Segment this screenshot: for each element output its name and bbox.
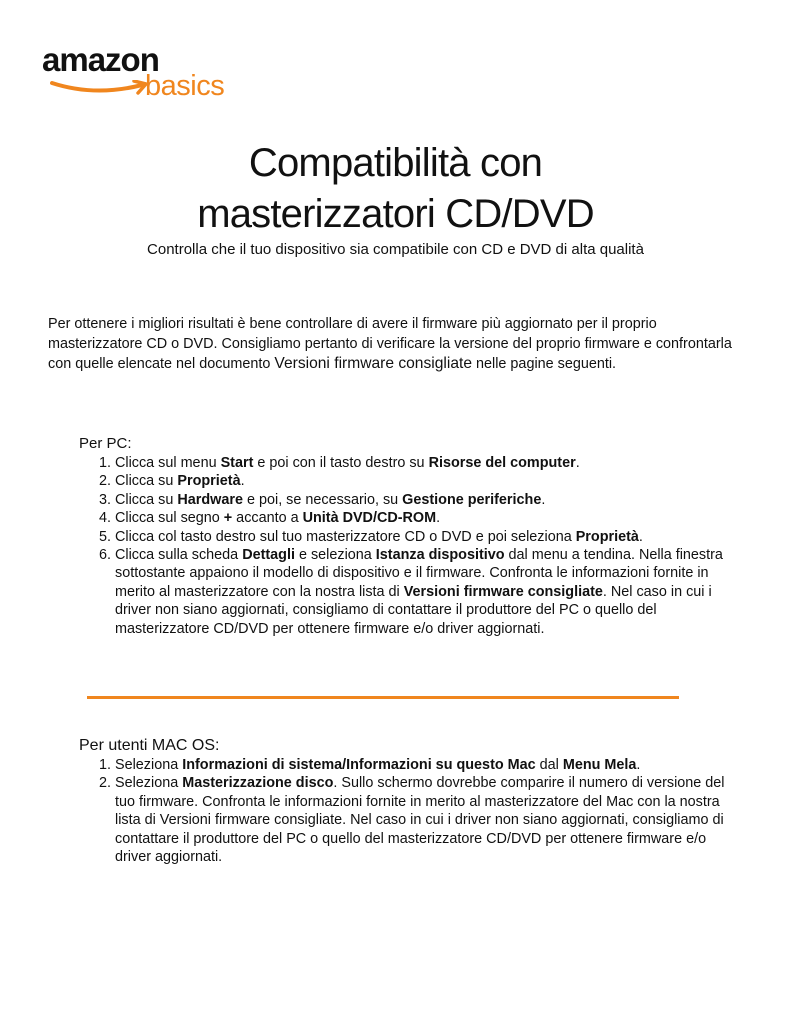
- step-bold: Informazioni di sistema/Informazioni su questo Mac: [182, 757, 536, 773]
- list-item: [115, 528, 739, 546]
- step-text: Clicca sul menu: [115, 455, 221, 471]
- page-title: [0, 138, 791, 240]
- list-item: [115, 472, 739, 490]
- pc-heading: Per PC:: [79, 435, 132, 452]
- title-line-1: Compatibilità con: [248, 141, 543, 185]
- step-text: dal: [535, 757, 563, 773]
- intro-paragraph: [48, 314, 738, 374]
- step-text: dal menu a tendina. Nella finestra sottostante appaiono il modello di dispositivo e il firmware. Confronta le informazioni fornite in merito al masterizzatore con la nostra lista di: [115, 547, 723, 600]
- section-divider: [87, 696, 679, 699]
- step-text: e poi, se necessario, su: [242, 491, 403, 508]
- intro-highlight: Versioni firmware consigliate: [274, 355, 473, 372]
- step-text: Clicca col tasto destro sul tuo masterizzatore CD o DVD e poi seleziona: [115, 528, 576, 545]
- logo-brand-text: amazon: [42, 41, 159, 78]
- step-text: .: [636, 757, 641, 773]
- list-item: [115, 774, 739, 866]
- step-bold: Dettagli: [242, 547, 295, 564]
- intro-text: Per ottenere i migliori risultati è bene controllare di avere il firmware più aggiornato per il proprio masterizzatore CD o DVD. Consigliamo pertanto di verificare la versione del proprio firmware e confrontarla con quelle elencate nel documento: [48, 316, 732, 372]
- step-text: Clicca sulla scheda: [115, 547, 243, 564]
- step-text: .: [240, 473, 245, 490]
- list-item: [115, 491, 739, 509]
- step-bold: Masterizzazione disco: [182, 775, 334, 792]
- smile-arrow-icon: [50, 80, 150, 96]
- step-text: Clicca sul segno: [115, 510, 224, 527]
- mac-instructions: [79, 736, 739, 866]
- step-bold: Versioni firmware consigliate: [403, 583, 603, 600]
- step-bold: Proprietà: [177, 473, 241, 490]
- step-text: .: [436, 510, 441, 527]
- list-item: [115, 546, 739, 638]
- step-bold: Menu Mela: [562, 757, 637, 773]
- step-text: accanto a: [232, 510, 303, 527]
- step-bold: Risorse del computer: [428, 455, 576, 471]
- step-text: . Nel caso in cui i driver non siano aggiornati, consigliamo di contattare il produttore del PC o quello del masterizzatore CD/DVD per ottenere firmware e/o driver aggiornati.: [115, 583, 712, 637]
- title-line-2: masterizzatori CD/DVD: [197, 192, 594, 236]
- pc-instructions: [79, 434, 739, 638]
- amazon-basics-logo: [42, 42, 242, 102]
- step-text: .: [638, 528, 643, 545]
- step-bold: Start: [220, 455, 254, 471]
- step-bold: Unità DVD/CD-ROM: [302, 510, 437, 527]
- step-bold: Proprietà: [575, 528, 639, 545]
- step-bold: Hardware: [177, 491, 243, 508]
- step-text: e seleziona: [294, 547, 376, 564]
- step-bold: +: [223, 510, 233, 527]
- step-text: .: [575, 455, 580, 471]
- pc-steps-list: [79, 454, 739, 638]
- step-text: e poi con il tasto destro su: [253, 455, 429, 471]
- step-bold: Gestione periferiche: [402, 491, 542, 508]
- list-item: [115, 756, 739, 774]
- intro-end: nelle pagine seguenti.: [472, 356, 617, 372]
- list-item: [115, 509, 739, 527]
- list-item: [115, 454, 739, 472]
- page-subtitle: Controlla che il tuo dispositivo sia compatibile con CD e DVD di alta qualità: [147, 241, 644, 258]
- step-text: Seleziona: [115, 757, 183, 773]
- step-text: Clicca su: [115, 491, 178, 508]
- step-text: Clicca su: [115, 473, 178, 490]
- step-text: .: [541, 491, 546, 508]
- step-bold: Istanza dispositivo: [375, 547, 505, 564]
- step-text: . Sullo schermo dovrebbe comparire il numero di versione del tuo firmware. Confronta le informazioni fornite in merito al masterizzatore del Mac con la nostra lista di Versioni firmware consigliate. Nel caso in cui i driver non siano aggiornati, consigliamo di contattare il produttore del PC o quello del masterizzatore CD/DVD per ottenere firmware e/o driver aggiornati.: [115, 775, 725, 866]
- step-text: Seleziona: [115, 775, 183, 792]
- logo-sub-text: basics: [145, 70, 225, 102]
- mac-heading: Per utenti MAC OS:: [79, 737, 220, 754]
- mac-steps-list: [79, 756, 739, 866]
